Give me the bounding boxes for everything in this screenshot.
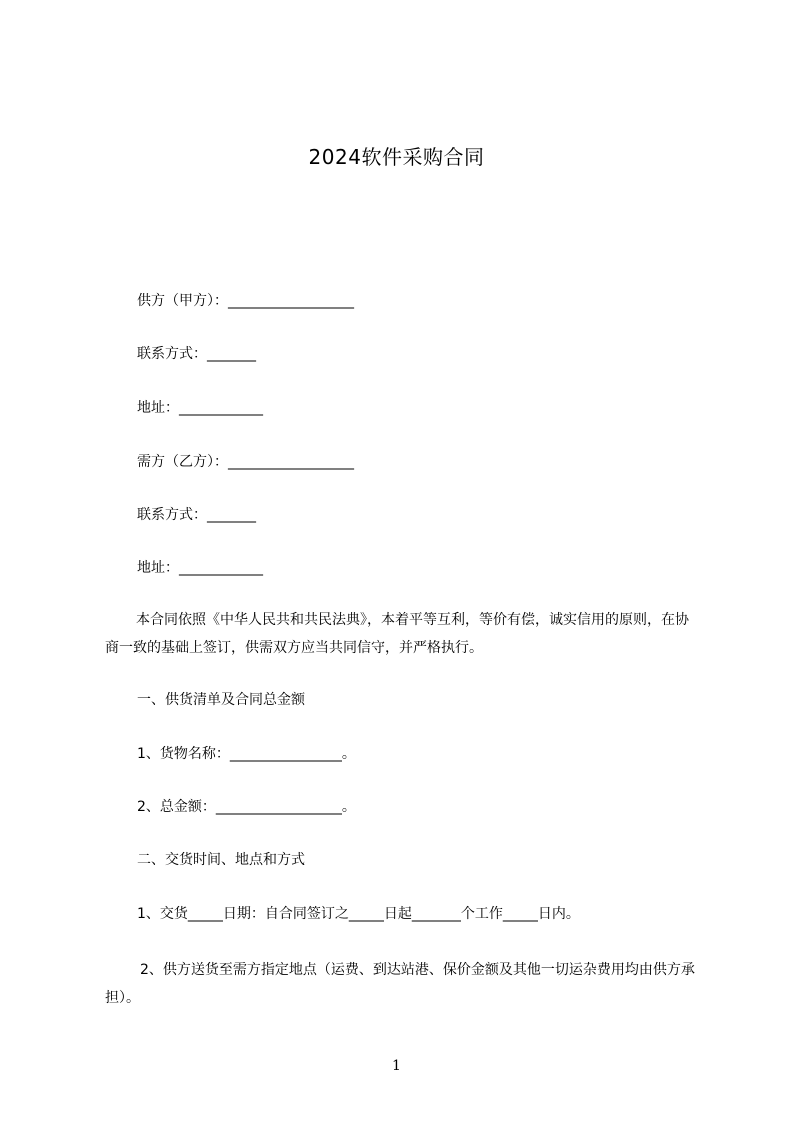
buyer-party-line: 需方（乙方）：__________________ (137, 454, 354, 470)
supplier-party-line: 供方（甲方）：__________________ (137, 293, 354, 309)
buyer-address-line: 地址：____________ (137, 560, 263, 576)
section-1-heading: 一、供货清单及合同总金额 (137, 692, 305, 708)
document-title: 2024软件采购合同 (308, 145, 485, 169)
section-1-item-2: 2、总金额：__________________。 (137, 799, 356, 815)
buyer-contact-line: 联系方式：_______ (137, 507, 256, 523)
page-number: 1 (392, 1058, 401, 1074)
supplier-address-line: 地址：____________ (137, 400, 263, 416)
supplier-contact-line: 联系方式：_______ (137, 346, 256, 362)
section-2-item-2: 2、供方送货至需方指定地点（运费、到达站港、保价金额及其他一切运杂费用均由供方承担）。 (105, 962, 695, 1006)
section-2-heading: 二、交货时间、地点和方式 (137, 852, 305, 868)
preamble-paragraph: 本合同依照《中华人民共和共民法典》，本着平等互利，等价有偿，诚实信用的原则，在协商一致的基础上签订，供需双方应当共同信守，并严格执行。 (105, 612, 689, 656)
section-1-item-1: 1、货物名称：________________。 (137, 746, 356, 762)
section-2-item-1: 1、交货_____日期：自合同签订之_____日起_______个工作_____日内。 (137, 906, 580, 922)
